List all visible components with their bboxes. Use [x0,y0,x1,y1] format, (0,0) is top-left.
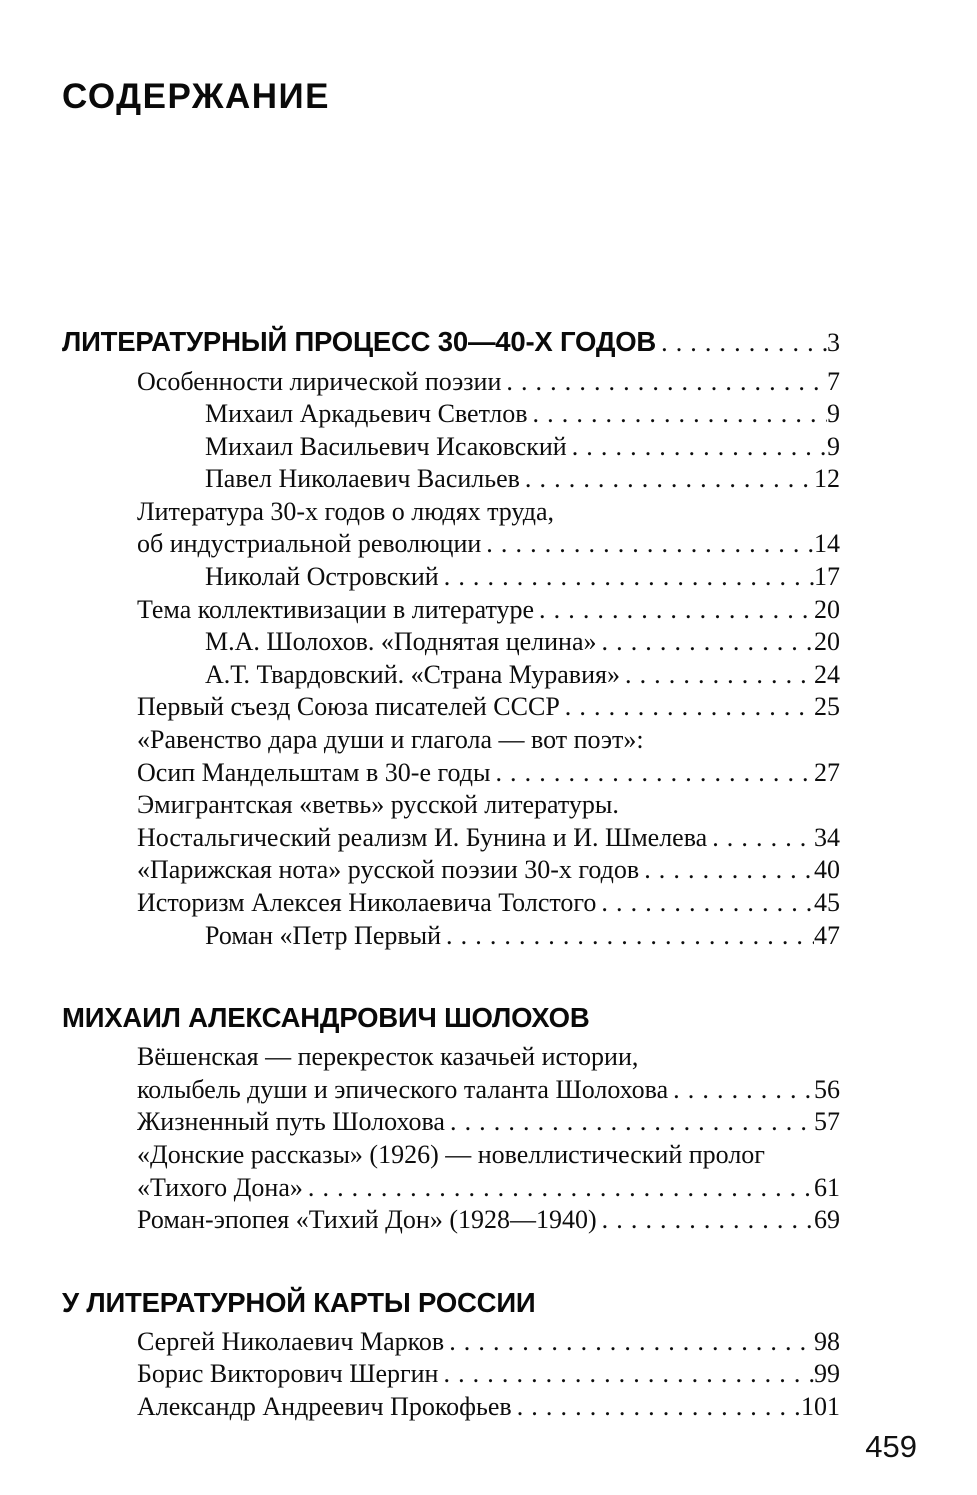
toc-entry [62,398,840,431]
toc-entry-text: Осип Мандельштам в 30-е годы [137,757,491,787]
dot-leader [707,822,814,855]
dot-leader [501,366,827,399]
toc-entry-page: 14 [814,529,840,559]
toc-entry [62,431,840,464]
toc-entry-text: Эмигрантская «ветвь» русской литературы. [137,790,619,820]
toc-entry-page: 34 [814,822,840,852]
dot-leader [639,854,814,887]
dot-leader [520,463,814,496]
toc-entry-text: Николай Островский [205,562,439,592]
toc-entry-page: 9 [827,399,840,429]
toc-entry-page: 20 [814,627,840,657]
toc-entry-text: колыбель души и эпического таланта Шолохова [137,1074,669,1104]
toc-section [62,1283,840,1424]
page-number: 459 [865,1429,917,1464]
toc-entry-text: Литература 30-х годов о людях труда, [137,496,555,526]
toc-entry-page: 99 [814,1359,840,1389]
toc-entry-text: «Тихого Дона» [137,1172,303,1202]
toc-entry-page: 12 [814,464,840,494]
toc-entry-page: 9 [827,431,840,461]
toc-entry [62,1106,840,1139]
toc-entry-page: 40 [814,855,840,885]
toc-entry-text: «Донские рассказы» (1926) — новеллистический пролог [137,1139,765,1169]
section-heading-page: 3 [827,327,840,357]
toc-entry-text: Ностальгический реализм И. Бунина и И. Шмелева [137,822,708,852]
toc-entry-text: Борис Викторович Шергин [137,1359,439,1389]
dot-leader [597,1204,814,1237]
section-heading [62,322,840,363]
toc-entry [62,561,840,594]
toc-entry-page: 47 [814,920,840,950]
toc-entry [62,691,840,724]
toc-entry [62,366,840,399]
dot-leader [481,528,814,561]
dot-leader [303,1172,814,1205]
toc-entry-text: Михаил Васильевич Исаковский [205,431,567,461]
toc-entry [62,626,840,659]
section-heading [62,998,840,1038]
toc-entry [62,463,840,496]
toc-entry [62,1041,840,1074]
section-heading-text: У ЛИТЕРАТУРНОЙ КАРТЫ РОССИИ [62,1286,536,1318]
toc-entry [62,1391,840,1424]
toc-entry-text: «Равенство дара души и глагола — вот поэт»: [137,725,644,755]
toc-entry [62,594,840,627]
toc-entry-page: 69 [814,1205,840,1235]
toc-entry-text: Жизненный путь Шолохова [137,1107,445,1137]
dot-leader [441,920,814,953]
dot-leader [534,594,814,627]
dot-leader [444,1326,814,1359]
dot-leader [439,561,814,594]
toc-entry-text: Павел Николаевич Васильев [205,464,520,494]
dot-leader [597,626,815,659]
dot-leader [620,659,814,692]
toc-entry-text: «Парижская нота» русской поэзии 30-х годов [137,855,640,885]
dot-leader [656,323,827,363]
toc-entry [62,1204,840,1237]
toc-entry-page: 25 [814,692,840,722]
toc-section [62,322,840,953]
toc-entry [62,789,840,822]
table-of-contents [62,322,840,1424]
toc-section [62,998,840,1237]
toc-entry-text: Вёшенская — перекресток казачьей истории, [137,1042,639,1072]
toc-entry-text: А.Т. Твардовский. «Страна Муравия» [205,659,620,689]
dot-leader [560,691,814,724]
toc-entry-page: 101 [801,1391,840,1421]
toc-entry [62,1074,840,1107]
toc-entry [62,757,840,790]
toc-entry-page: 24 [814,659,840,689]
toc-entry [62,854,840,887]
toc-entry-page: 17 [814,562,840,592]
toc-entry [62,528,840,561]
toc-entry-text: Тема коллективизации в литературе [137,594,535,624]
dot-leader [528,398,827,431]
toc-entry-text: Роман «Петр Первый [205,920,442,950]
toc-entry-text: М.А. Шолохов. «Поднятая целина» [205,627,597,657]
toc-entry-page: 98 [814,1326,840,1356]
toc-entry [62,920,840,953]
dot-leader [668,1074,814,1107]
dot-leader [438,1358,814,1391]
toc-entry [62,496,840,529]
toc-entry-text: Михаил Аркадьевич Светлов [205,399,528,429]
toc-entry-text: об индустриальной революции [137,529,482,559]
section-heading-text: ЛИТЕРАТУРНЫЙ ПРОЦЕСС 30—40-Х ГОДОВ [62,325,657,357]
dot-leader [445,1106,814,1139]
dot-leader [512,1391,801,1424]
toc-entry [62,1358,840,1391]
toc-entry [62,887,840,920]
toc-entry-text: Александр Андреевич Прокофьев [137,1391,512,1421]
toc-entry-page: 56 [814,1074,840,1104]
toc-entry [62,1172,840,1205]
dot-leader [596,887,814,920]
toc-entry [62,1326,840,1359]
toc-entry-page: 45 [814,888,840,917]
toc-entry-text: Особенности лирической поэзии [137,366,502,396]
toc-entry-page: 57 [814,1107,840,1137]
toc-entry-text: Роман-эпопея «Тихий Дон» (1928—1940) [137,1205,597,1235]
toc-entry [62,724,840,757]
section-heading-text: МИХАИЛ АЛЕКСАНДРОВИЧ ШОЛОХОВ [62,1002,590,1034]
toc-entry [62,822,840,855]
page-title: СОДЕРЖАНИЕ [62,77,331,116]
section-heading [62,1283,840,1323]
toc-entry-page: 27 [814,757,840,787]
toc-entry-page: 61 [814,1172,840,1202]
toc-entry [62,1139,840,1172]
toc-entry-text: Первый съезд Союза писателей СССР [137,692,560,722]
toc-entry-text: Сергей Николаевич Марков [137,1326,445,1356]
dot-leader [490,757,814,790]
toc-entry-page: 20 [814,594,840,624]
toc-entry-text: Историзм Алексея Николаевича Толстого [137,888,597,917]
toc-entry-page: 7 [827,366,840,396]
toc-entry [62,659,840,692]
dot-leader [567,431,827,464]
